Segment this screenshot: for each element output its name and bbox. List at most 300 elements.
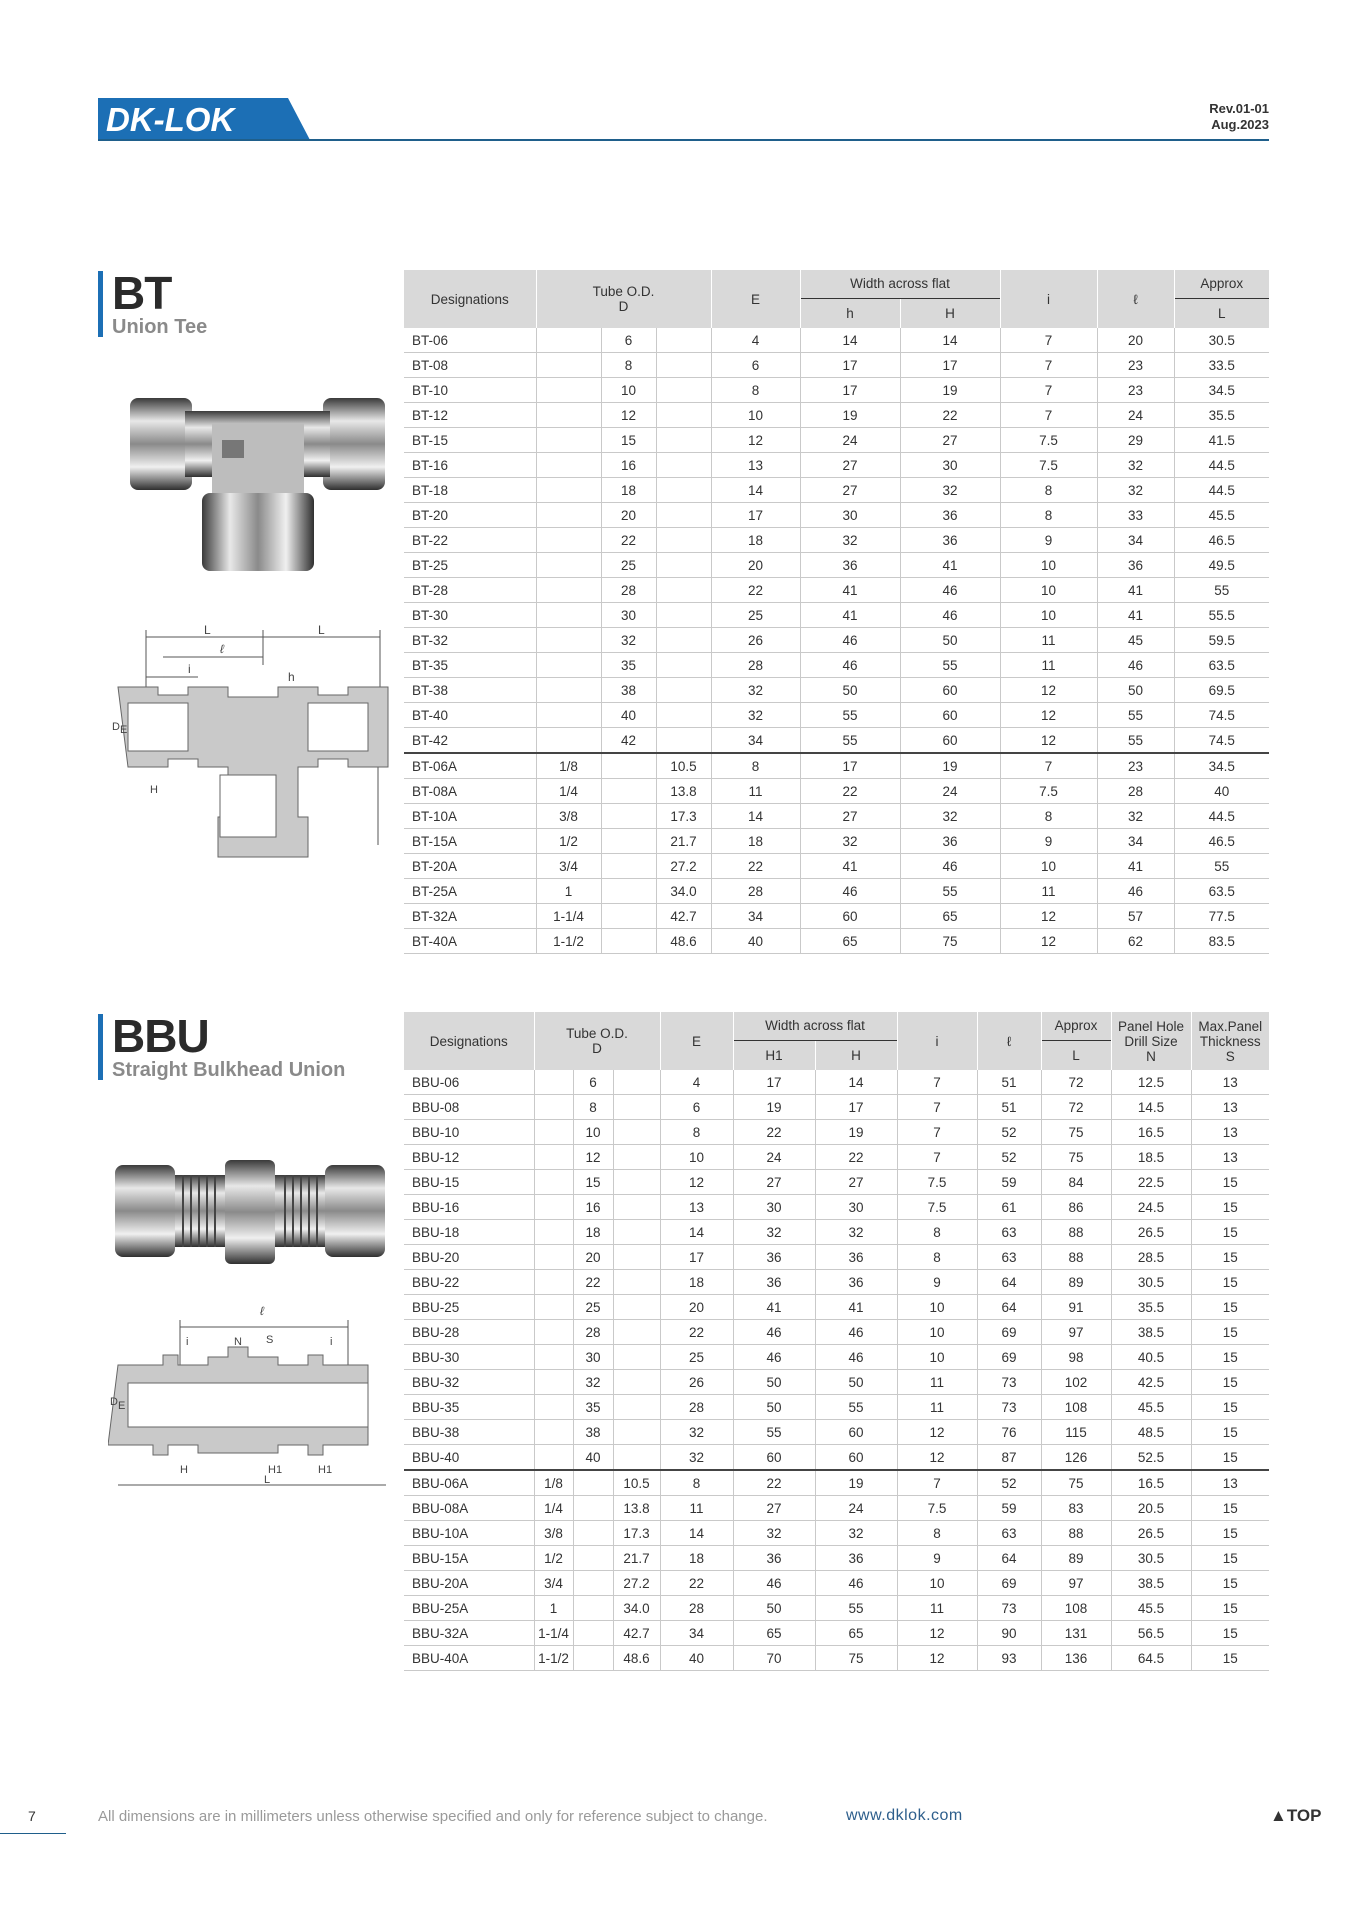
bt-cell: 13.8 bbox=[656, 779, 711, 804]
bt-cell: 41 bbox=[1097, 578, 1174, 603]
bt-cell bbox=[656, 628, 711, 653]
bt-cell: 77.5 bbox=[1174, 904, 1269, 929]
bbu-header-e: E bbox=[660, 1012, 733, 1070]
bbu-drawing-label-i-right: i bbox=[330, 1336, 333, 1348]
bbu-cell bbox=[613, 1170, 660, 1195]
bbu-cell: 1 bbox=[534, 1596, 573, 1621]
bbu-cell: 46 bbox=[733, 1320, 815, 1345]
bbu-cell: 10 bbox=[897, 1295, 977, 1320]
bbu-cell: 8 bbox=[660, 1470, 733, 1496]
bbu-cell: 46 bbox=[815, 1320, 897, 1345]
bbu-cell: 11 bbox=[897, 1370, 977, 1395]
bt-cell: 22 bbox=[711, 578, 800, 603]
bt-table-row bbox=[404, 628, 1269, 653]
bbu-section-code: BBU bbox=[112, 1010, 209, 1062]
bt-cell: 28 bbox=[711, 879, 800, 904]
bt-cell: 3/4 bbox=[536, 854, 601, 879]
bbu-header-tube-od-label: Tube O.D. bbox=[566, 1026, 628, 1041]
bbu-cell: 50 bbox=[815, 1370, 897, 1395]
bbu-cell: 10 bbox=[897, 1571, 977, 1596]
bt-cell: 8 bbox=[711, 378, 800, 403]
bt-cell: 42.7 bbox=[656, 904, 711, 929]
bbu-cell: 18 bbox=[660, 1546, 733, 1571]
bbu-cell: 17 bbox=[733, 1070, 815, 1095]
bt-cell: 10.5 bbox=[656, 753, 711, 779]
bt-cell: 20 bbox=[1097, 328, 1174, 353]
bbu-cell: 131 bbox=[1041, 1621, 1111, 1646]
bbu-cell: 41 bbox=[815, 1295, 897, 1320]
bt-cell: 32 bbox=[800, 528, 900, 553]
bt-cell: 46.5 bbox=[1174, 829, 1269, 854]
bt-cell: 23 bbox=[1097, 378, 1174, 403]
bbu-cell: 50 bbox=[733, 1596, 815, 1621]
bbu-cell: BBU-15 bbox=[404, 1170, 534, 1195]
bbu-cell: 15 bbox=[1191, 1571, 1269, 1596]
bbu-cell bbox=[613, 1345, 660, 1370]
bbu-cell: 19 bbox=[815, 1120, 897, 1145]
bt-cell bbox=[656, 503, 711, 528]
bt-table-row bbox=[404, 528, 1269, 553]
bbu-drawing-label-e: E bbox=[118, 1400, 126, 1412]
bbu-cell: 15 bbox=[1191, 1445, 1269, 1471]
bbu-cell: 72 bbox=[1041, 1095, 1111, 1120]
bbu-cell: 89 bbox=[1041, 1270, 1111, 1295]
bbu-cell: 73 bbox=[977, 1395, 1041, 1420]
bt-cell: 57 bbox=[1097, 904, 1174, 929]
bbu-cell: BBU-28 bbox=[404, 1320, 534, 1345]
bt-table-row bbox=[404, 503, 1269, 528]
bbu-cell: BBU-38 bbox=[404, 1420, 534, 1445]
bbu-cell: 51 bbox=[977, 1095, 1041, 1120]
bt-header-approx: Approx bbox=[1174, 270, 1269, 298]
bbu-cell: 12 bbox=[897, 1621, 977, 1646]
bbu-table-row bbox=[404, 1521, 1269, 1546]
bt-table-row bbox=[404, 428, 1269, 453]
bbu-cell bbox=[534, 1320, 573, 1345]
bbu-cell: 36 bbox=[733, 1245, 815, 1270]
bt-cell: 33.5 bbox=[1174, 353, 1269, 378]
bt-cell: 18 bbox=[711, 829, 800, 854]
bbu-cell: BBU-12 bbox=[404, 1145, 534, 1170]
bbu-cell: 40 bbox=[660, 1646, 733, 1671]
bbu-technical-drawing bbox=[108, 1305, 398, 1495]
bt-cell bbox=[656, 378, 711, 403]
bbu-cell: BBU-06 bbox=[404, 1070, 534, 1095]
bt-cell: 24 bbox=[1097, 403, 1174, 428]
bbu-cell: 15 bbox=[1191, 1370, 1269, 1395]
bt-cell: 8 bbox=[1000, 478, 1097, 503]
bbu-cell: 14 bbox=[815, 1070, 897, 1095]
bbu-cell: 8 bbox=[897, 1245, 977, 1270]
bt-cell: 1/4 bbox=[536, 779, 601, 804]
bbu-cell: 98 bbox=[1041, 1345, 1111, 1370]
bbu-cell: 97 bbox=[1041, 1320, 1111, 1345]
bbu-drawing-label-ell: ℓ bbox=[260, 1305, 264, 1318]
bt-drawing-label-h: h bbox=[288, 670, 295, 684]
bt-cell: 60 bbox=[900, 728, 1000, 754]
bbu-cell: BBU-25A bbox=[404, 1596, 534, 1621]
bbu-cell bbox=[613, 1145, 660, 1170]
bt-cell: 14 bbox=[800, 328, 900, 353]
bbu-cell: BBU-32 bbox=[404, 1370, 534, 1395]
bt-table-row bbox=[404, 378, 1269, 403]
bbu-cell: 15 bbox=[1191, 1646, 1269, 1671]
bt-cell: 30 bbox=[601, 603, 656, 628]
bt-cell: 18 bbox=[601, 478, 656, 503]
bbu-cell bbox=[534, 1295, 573, 1320]
bt-cell bbox=[536, 353, 601, 378]
bt-cell: 17 bbox=[900, 353, 1000, 378]
bt-cell: 46 bbox=[800, 653, 900, 678]
bbu-cell: 10 bbox=[897, 1345, 977, 1370]
bbu-cell: BBU-10A bbox=[404, 1521, 534, 1546]
bbu-table-row bbox=[404, 1095, 1269, 1120]
bt-cell: 60 bbox=[800, 904, 900, 929]
bbu-cell: 10 bbox=[897, 1320, 977, 1345]
bbu-cell: BBU-20A bbox=[404, 1571, 534, 1596]
bt-cell: 24 bbox=[800, 428, 900, 453]
bt-cell: 8 bbox=[1000, 503, 1097, 528]
bbu-cell: 11 bbox=[897, 1596, 977, 1621]
bt-cell: 12 bbox=[1000, 728, 1097, 754]
bbu-cell: BBU-10 bbox=[404, 1120, 534, 1145]
bbu-table-row bbox=[404, 1345, 1269, 1370]
bbu-cell: 30.5 bbox=[1111, 1546, 1191, 1571]
bt-cell: 1 bbox=[536, 879, 601, 904]
bbu-cell: BBU-32A bbox=[404, 1621, 534, 1646]
bt-cell bbox=[536, 403, 601, 428]
bt-cell: 50 bbox=[1097, 678, 1174, 703]
bbu-cell: 16.5 bbox=[1111, 1470, 1191, 1496]
bbu-cell: 9 bbox=[897, 1270, 977, 1295]
bbu-cell: 60 bbox=[733, 1445, 815, 1471]
bt-cell: 10 bbox=[1000, 553, 1097, 578]
bt-cell: 7 bbox=[1000, 353, 1097, 378]
bbu-cell: 15 bbox=[1191, 1170, 1269, 1195]
bt-cell: 35 bbox=[601, 653, 656, 678]
bt-cell bbox=[601, 804, 656, 829]
bbu-cell: 6 bbox=[573, 1070, 613, 1095]
bt-cell: 32 bbox=[711, 678, 800, 703]
bbu-cell: 13.8 bbox=[613, 1496, 660, 1521]
bbu-cell bbox=[613, 1220, 660, 1245]
bt-cell: BT-06 bbox=[404, 328, 536, 353]
bt-cell: 27 bbox=[800, 453, 900, 478]
bbu-cell: 38 bbox=[573, 1420, 613, 1445]
bbu-cell: 32 bbox=[815, 1521, 897, 1546]
bt-cell: 55.5 bbox=[1174, 603, 1269, 628]
bt-cell: BT-32A bbox=[404, 904, 536, 929]
bbu-table-row bbox=[404, 1445, 1269, 1471]
bt-header-h-small: h bbox=[800, 298, 900, 328]
bt-cell: 25 bbox=[711, 603, 800, 628]
back-to-top-link[interactable]: ▲TOP bbox=[1270, 1806, 1322, 1825]
bt-cell: 1/2 bbox=[536, 829, 601, 854]
bbu-drawing-label-h: H bbox=[180, 1464, 188, 1476]
bbu-cell: 7.5 bbox=[897, 1195, 977, 1220]
bbu-cell: 35.5 bbox=[1111, 1295, 1191, 1320]
bbu-cell: 27.2 bbox=[613, 1571, 660, 1596]
bt-cell: 22 bbox=[900, 403, 1000, 428]
bbu-cell: 7 bbox=[897, 1095, 977, 1120]
bt-table-row bbox=[404, 804, 1269, 829]
bt-cell: BT-30 bbox=[404, 603, 536, 628]
bbu-cell: 1/2 bbox=[534, 1546, 573, 1571]
bbu-cell: 32 bbox=[733, 1521, 815, 1546]
bbu-cell: 126 bbox=[1041, 1445, 1111, 1471]
bbu-header-l: L bbox=[1041, 1040, 1111, 1070]
bbu-cell: 15 bbox=[1191, 1596, 1269, 1621]
bt-cell bbox=[536, 478, 601, 503]
bbu-cell: 13 bbox=[1191, 1095, 1269, 1120]
bt-header-d: D bbox=[618, 299, 629, 314]
bbu-cell: 88 bbox=[1041, 1245, 1111, 1270]
bbu-cell: 6 bbox=[660, 1095, 733, 1120]
bt-header-designations: Designations bbox=[404, 270, 536, 328]
bt-cell: 13 bbox=[711, 453, 800, 478]
bt-cell: 19 bbox=[900, 753, 1000, 779]
bbu-cell: 14 bbox=[660, 1521, 733, 1546]
bbu-cell: 15 bbox=[573, 1170, 613, 1195]
bt-cell: 8 bbox=[1000, 804, 1097, 829]
bbu-cell: 52 bbox=[977, 1145, 1041, 1170]
bbu-table-row bbox=[404, 1145, 1269, 1170]
bbu-cell: 69 bbox=[977, 1345, 1041, 1370]
bbu-cell: 12 bbox=[573, 1145, 613, 1170]
bt-cell: 12 bbox=[1000, 929, 1097, 954]
bt-cell: 17.3 bbox=[656, 804, 711, 829]
bbu-cell: 15 bbox=[1191, 1220, 1269, 1245]
bbu-cell: 7 bbox=[897, 1120, 977, 1145]
bt-cell: BT-08A bbox=[404, 779, 536, 804]
bt-table-row bbox=[404, 854, 1269, 879]
bbu-drawing-label-s: S bbox=[266, 1334, 274, 1346]
bbu-cell bbox=[613, 1420, 660, 1445]
bbu-product-photo bbox=[115, 1157, 385, 1267]
bt-cell: 7.5 bbox=[1000, 453, 1097, 478]
bt-cell: 34 bbox=[711, 728, 800, 754]
bt-cell: 50 bbox=[800, 678, 900, 703]
bbu-cell: 22 bbox=[660, 1571, 733, 1596]
bt-cell: 55 bbox=[1174, 578, 1269, 603]
website-link[interactable]: www.dklok.com bbox=[846, 1807, 963, 1824]
bbu-cell bbox=[534, 1370, 573, 1395]
bt-cell: 17 bbox=[711, 503, 800, 528]
bt-cell bbox=[536, 628, 601, 653]
bbu-cell: 18 bbox=[660, 1270, 733, 1295]
bbu-cell bbox=[534, 1395, 573, 1420]
bbu-cell bbox=[534, 1095, 573, 1120]
footer-disclaimer: All dimensions are in millimeters unless otherwise specified and only for reference subject to change. bbox=[98, 1808, 768, 1825]
bt-cell bbox=[656, 653, 711, 678]
bbu-cell: 36 bbox=[733, 1270, 815, 1295]
bt-cell: 28 bbox=[601, 578, 656, 603]
bbu-cell: 28 bbox=[660, 1596, 733, 1621]
bbu-cell: 12 bbox=[660, 1170, 733, 1195]
bt-cell: BT-12 bbox=[404, 403, 536, 428]
bt-dimension-table bbox=[404, 270, 1269, 954]
bbu-cell bbox=[534, 1445, 573, 1471]
bbu-cell: 75 bbox=[815, 1646, 897, 1671]
bbu-cell: 7.5 bbox=[897, 1170, 977, 1195]
bbu-cell: 55 bbox=[815, 1395, 897, 1420]
bbu-cell: 15 bbox=[1191, 1521, 1269, 1546]
bbu-cell: 108 bbox=[1041, 1395, 1111, 1420]
bt-table-row bbox=[404, 678, 1269, 703]
bt-cell: BT-10A bbox=[404, 804, 536, 829]
bbu-cell bbox=[573, 1470, 613, 1496]
bbu-cell: BBU-08 bbox=[404, 1095, 534, 1120]
bbu-drawing-label-n: N bbox=[234, 1336, 242, 1348]
bbu-cell: 46 bbox=[815, 1345, 897, 1370]
bbu-cell bbox=[534, 1195, 573, 1220]
revision-info bbox=[1209, 101, 1269, 133]
bt-header-width-across-flat: Width across flat bbox=[800, 270, 1000, 298]
bbu-cell: 35 bbox=[573, 1395, 613, 1420]
bbu-cell: 1/8 bbox=[534, 1470, 573, 1496]
bt-cell: 36 bbox=[900, 829, 1000, 854]
bt-cell: 3/8 bbox=[536, 804, 601, 829]
bt-table-row bbox=[404, 728, 1269, 754]
bt-cell bbox=[601, 829, 656, 854]
bbu-cell: 36 bbox=[733, 1546, 815, 1571]
bbu-cell: 13 bbox=[1191, 1145, 1269, 1170]
bbu-cell: 40.5 bbox=[1111, 1345, 1191, 1370]
bbu-cell: 75 bbox=[1041, 1470, 1111, 1496]
bt-cell bbox=[601, 879, 656, 904]
bbu-cell: 88 bbox=[1041, 1521, 1111, 1546]
bbu-table-row bbox=[404, 1220, 1269, 1245]
bt-cell: 26 bbox=[711, 628, 800, 653]
bt-cell: 40 bbox=[1174, 779, 1269, 804]
bt-cell: 12 bbox=[601, 403, 656, 428]
bt-drawing-label-l-right: L bbox=[318, 625, 325, 637]
bbu-cell: 8 bbox=[660, 1120, 733, 1145]
bbu-cell: 27 bbox=[733, 1496, 815, 1521]
bt-cell: 40 bbox=[601, 703, 656, 728]
bt-cell: 7.5 bbox=[1000, 779, 1097, 804]
bbu-cell: 3/4 bbox=[534, 1571, 573, 1596]
bt-cell: 30 bbox=[800, 503, 900, 528]
bbu-cell: 46 bbox=[733, 1571, 815, 1596]
bt-cell: 27.2 bbox=[656, 854, 711, 879]
bt-cell: BT-20A bbox=[404, 854, 536, 879]
bt-table-row bbox=[404, 703, 1269, 728]
bt-cell: 32 bbox=[1097, 478, 1174, 503]
bt-cell: 28 bbox=[711, 653, 800, 678]
bt-cell: 9 bbox=[1000, 829, 1097, 854]
bbu-table-row bbox=[404, 1245, 1269, 1270]
bt-cell: 27 bbox=[900, 428, 1000, 453]
bbu-cell: 36 bbox=[815, 1546, 897, 1571]
bt-section-bar bbox=[98, 271, 103, 337]
bt-cell: 65 bbox=[800, 929, 900, 954]
bt-cell: 41.5 bbox=[1174, 428, 1269, 453]
bbu-cell: 72 bbox=[1041, 1070, 1111, 1095]
bt-cell: 41 bbox=[1097, 854, 1174, 879]
bt-cell bbox=[656, 428, 711, 453]
bbu-cell: 17.3 bbox=[613, 1521, 660, 1546]
bbu-cell bbox=[573, 1596, 613, 1621]
bt-cell: 34.5 bbox=[1174, 753, 1269, 779]
bbu-cell: 15 bbox=[1191, 1546, 1269, 1571]
bt-cell: 55 bbox=[900, 653, 1000, 678]
bt-cell: BT-38 bbox=[404, 678, 536, 703]
bbu-header-max-panel-label: Max.Panel bbox=[1198, 1018, 1263, 1034]
bt-drawing-label-ell: ℓ bbox=[220, 642, 224, 656]
bt-cell: 12 bbox=[711, 428, 800, 453]
bt-cell: BT-32 bbox=[404, 628, 536, 653]
bbu-drawing-label-h1-right: H1 bbox=[318, 1464, 333, 1476]
bt-header-tube-od-label: Tube O.D. bbox=[592, 284, 655, 299]
bt-cell: 32 bbox=[1097, 453, 1174, 478]
bbu-cell: 90 bbox=[977, 1621, 1041, 1646]
bt-header-tube-od bbox=[536, 270, 711, 328]
bbu-cell: 1/4 bbox=[534, 1496, 573, 1521]
bt-cell bbox=[536, 528, 601, 553]
bt-cell: BT-10 bbox=[404, 378, 536, 403]
bbu-table-row bbox=[404, 1320, 1269, 1345]
bt-cell bbox=[601, 753, 656, 779]
bt-cell: 36 bbox=[900, 528, 1000, 553]
bbu-cell: 8 bbox=[573, 1095, 613, 1120]
bbu-cell: 69 bbox=[977, 1571, 1041, 1596]
bbu-cell: BBU-40A bbox=[404, 1646, 534, 1671]
bbu-cell: 15 bbox=[1191, 1420, 1269, 1445]
bbu-cell: 17 bbox=[815, 1095, 897, 1120]
bt-cell bbox=[656, 578, 711, 603]
bbu-cell: 46 bbox=[815, 1571, 897, 1596]
bbu-cell: BBU-22 bbox=[404, 1270, 534, 1295]
bbu-cell: 51 bbox=[977, 1070, 1041, 1095]
bbu-header-s: S bbox=[1225, 1048, 1235, 1064]
bt-cell: 11 bbox=[711, 779, 800, 804]
bt-cell: 11 bbox=[1000, 879, 1097, 904]
bt-drawing-label-d: D bbox=[112, 721, 120, 733]
bt-cell: 8 bbox=[711, 753, 800, 779]
bbu-cell: 1-1/2 bbox=[534, 1646, 573, 1671]
bbu-cell: 22 bbox=[733, 1120, 815, 1145]
bbu-table-row bbox=[404, 1395, 1269, 1420]
bt-cell: BT-06A bbox=[404, 753, 536, 779]
bt-cell: 7 bbox=[1000, 328, 1097, 353]
bbu-cell: 88 bbox=[1041, 1220, 1111, 1245]
bt-drawing-label-hbig: H bbox=[150, 784, 158, 796]
bt-cell: 63.5 bbox=[1174, 879, 1269, 904]
bbu-cell bbox=[573, 1496, 613, 1521]
bt-cell: 55 bbox=[900, 879, 1000, 904]
bt-cell: 35.5 bbox=[1174, 403, 1269, 428]
bbu-table-row bbox=[404, 1370, 1269, 1395]
bt-cell: 22 bbox=[711, 854, 800, 879]
bbu-cell: 52 bbox=[977, 1120, 1041, 1145]
bbu-cell: 15 bbox=[1191, 1496, 1269, 1521]
bt-cell: 46 bbox=[900, 578, 1000, 603]
bt-table-row bbox=[404, 453, 1269, 478]
bbu-cell: 30.5 bbox=[1111, 1270, 1191, 1295]
bt-cell bbox=[601, 904, 656, 929]
bbu-cell: 36 bbox=[815, 1270, 897, 1295]
bbu-cell: 13 bbox=[1191, 1470, 1269, 1496]
logo-text: DK-LOK bbox=[106, 101, 235, 138]
bt-cell: 40 bbox=[711, 929, 800, 954]
bt-cell: 27 bbox=[800, 804, 900, 829]
bbu-cell: 73 bbox=[977, 1370, 1041, 1395]
bbu-cell: 50 bbox=[733, 1395, 815, 1420]
bt-cell: 44.5 bbox=[1174, 804, 1269, 829]
bt-cell: 32 bbox=[900, 804, 1000, 829]
bt-cell: 46 bbox=[900, 854, 1000, 879]
